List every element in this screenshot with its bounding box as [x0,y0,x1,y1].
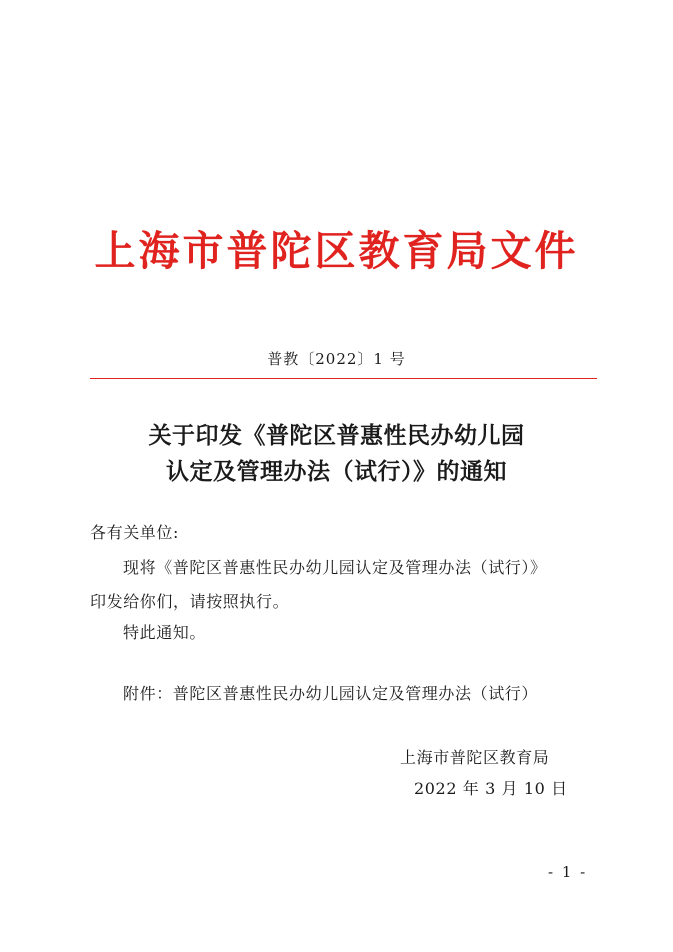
notice-title-line2: 认定及管理办法（试行）》的通知 [166,458,507,485]
paragraph1-line1: 现将《普陀区普惠性民办幼儿园认定及管理办法（试行）》 [123,558,547,577]
notice-title-line1: 关于印发《普陀区普惠性民办幼儿园 [148,422,525,449]
document-number: 普教〔2022〕1 号 [267,350,406,368]
red-divider-line [90,378,597,379]
issue-date: 2022 年 3 月 10 日 [414,779,568,798]
issuer-signature: 上海市普陀区教育局 [400,748,550,767]
salutation: 各有关单位: [90,523,179,542]
paragraph2: 特此通知。 [123,623,207,642]
attachment-line: 附件：普陀区普惠性民办幼儿园认定及管理办法（试行） [123,684,539,703]
red-header-title: 上海市普陀区教育局文件 [94,227,579,275]
paragraph1-line2: 印发给你们，请按照执行。 [90,592,290,611]
page-number: - 1 - [548,863,588,881]
